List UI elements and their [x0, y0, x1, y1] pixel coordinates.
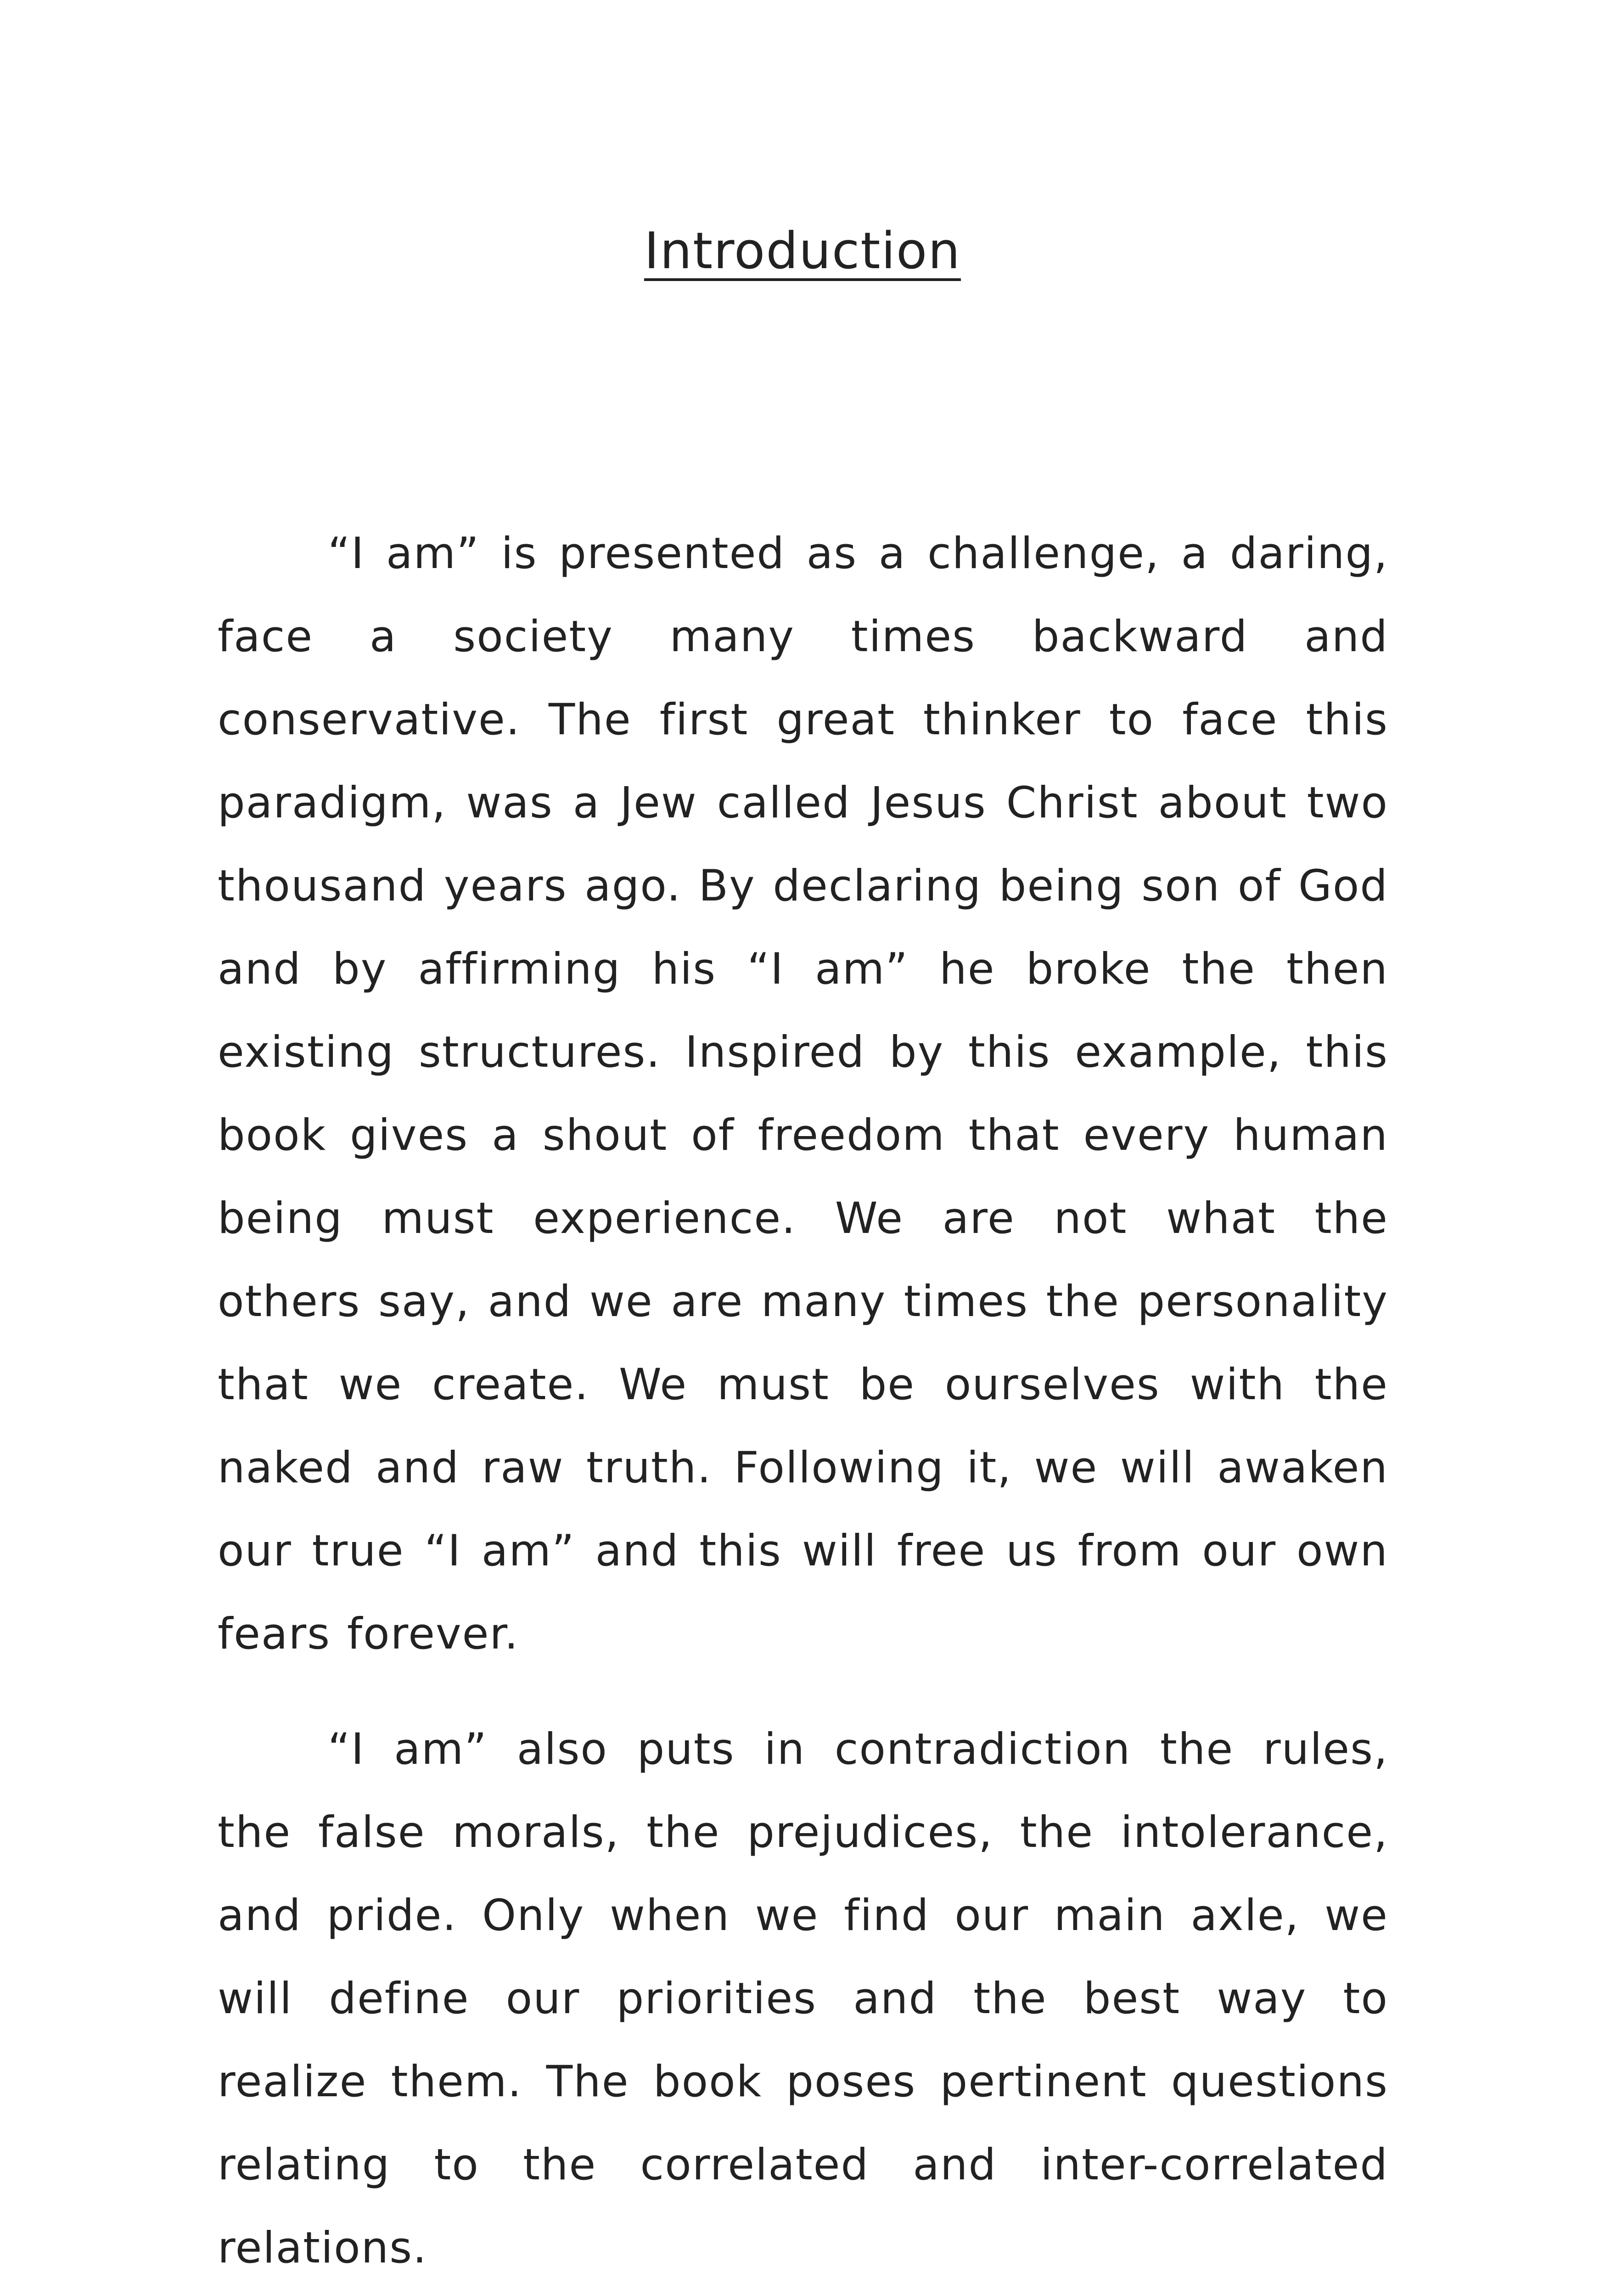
paragraph-2: “I am” also puts in contradiction the rules, the false morals, the prejudices, the intolerance, and pride. Only when we find our main axle, we will define our priorities and the best way to realize them. The book poses pertinent questions relating to the correlated and inter-correlated relations. — [218, 1724, 1388, 2273]
paragraph-1: “I am” is presented as a challenge, a daring, face a society many times backward and conservative. The first great thinker to face this paradigm, was a Jew called Jesus Christ about two thousand years ago. By declaring being son of God and by affirming his “I am” he broke the then existing structures. Inspired by this example, this book gives a shout of freedom that every human being must experience. We are not what the others say, and we are many times the personality that we create. We must be ourselves with the naked and raw truth. Following it, we will awaken our true “I am” and this will free us from our own fears forever. — [218, 529, 1388, 1659]
body-text — [218, 512, 1388, 2296]
page-title-text: Introduction — [644, 221, 961, 280]
page-title — [0, 220, 1605, 281]
